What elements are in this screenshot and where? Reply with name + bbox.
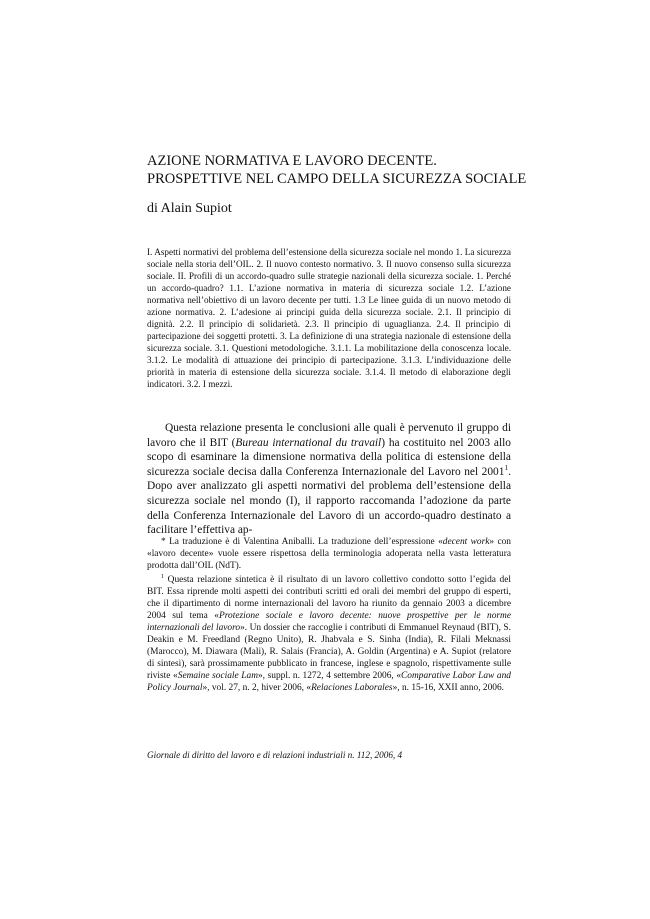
body-paragraph: Questa relazione presenta le conclusioni alle quali è pervenuto il gruppo di lavoro che il BIT (Bureau international du travail) ha costituito nel 2003 allo scopo di esaminare la dimensione normativa della politica di estensione della sicurezza sociale decisa dalla Conferenza Internazionale del Lavoro nel 2001$^1$. Dopo aver analizzato gli aspetti normativi del problema dell’estensione della sicurezza sociale nel mondo (I), il rapporto raccomanda l’adozione da parte della Conferenza Internazionale del Lavoro di un accordo-quadro destinato a facilitare l’effettiva ap- [147, 422, 511, 537]
footnote-1: $^1$ Questa relazione sintetica è il risultato di un lavoro collettivo condotto sotto l’egida del BIT. Essa riprende molti aspetti dei contributi scritti ed orali dei membri del gruppo di esperti, che il dipartimento di norme internazionali del lavoro ha riunito da gennaio 2003 a dicembre 2004 sul tema «Protezione sociale e lavoro decente: nuove prospettive per le norme internazionali del lavoro». Un dossier che raccoglie i contributi di Emmanuel Reynaud (BIT), S. Deakin e M. Freedland (Regno Unito), R. Jhabvala e S. Sinha (India), R. Filali Meknassi (Marocco), M. Diawara (Mali), R. Salais (Francia), A. Goldin (Argentina) e A. Supiot (relatore di sintesi), sarà prossimamente pubblicato in francese, inglese e spagnolo, rispettivamente sulle riviste «Semaine sociale Lam», suppl. n. 1272, 4 settembre 2006, «Comparative Labor Law and Policy Journal», vol. 27, n. 2, hiver 2006, «Relaciones Laborales», n. 15-16, XXII anno, 2006. [147, 573, 511, 693]
journal-footer: Giornale di diritto del lavoro e di relazioni industriali n. 112, 2006, 4 [147, 750, 403, 760]
article-author: di Alain Supiot [147, 201, 232, 216]
article-title [147, 152, 547, 188]
footnote-ref-1: 1 [504, 462, 509, 472]
title-line-1: AZIONE NORMATIVA E LAVORO DECENTE. [147, 153, 437, 169]
footnote-number: 1 [161, 573, 165, 580]
article-summary: I. Aspetti normativi del problema dell’estensione della sicurezza sociale nel mondo 1. La sicurezza sociale nella storia dell’OIL. 2. Il nuovo contesto normativo. 3. Il nuovo consenso sulla sicurezza sociale. II. Profili di un accordo-quadro sulle strategie nazionali della sicurezza sociale. 1. Perché un accordo-quadro? 1.1. L’azione normativa in materia di sicurezza sociale 1.2. L’azione normativa nell’obiettivo di un lavoro decente per tutti. 1.3 Le linee guida di un nuovo metodo di azione normativa. 2. L’adesione ai principi guida della sicurezza sociale. 2.1. Il principio di dignità. 2.2. Il principio di solidarietà. 2.3. Il principio di uguaglianza. 2.4. Il principio di partecipazione dei soggetti protetti. 3. La definizione di una strategia nazionale di estensione della sicurezza sociale. 3.1. Questioni metodologiche. 3.1.1. La mobilitazione della conoscenza locale. 3.1.2. Le modalità di attuazione dei principio di partecipazione. 3.1.3. L’individuazione delle priorità in materia di estensione della sicurezza sociale. 3.1.4. Il metodo di elaborazione degli indicatori. 3.2. I mezzi. [147, 247, 511, 389]
title-line-2: PROSPETTIVE NEL CAMPO DELLA SICUREZZA SOCIALE [147, 171, 527, 187]
footnotes [147, 536, 511, 694]
footnote-translator: * La traduzione è di Valentina Aniballi. La traduzione dell’espressione «decent work» con «lavoro decente» vuole essere rispettosa della terminologia adoperata nella vasta letteratura prodotta dall’OIL (NdT). [147, 537, 511, 571]
